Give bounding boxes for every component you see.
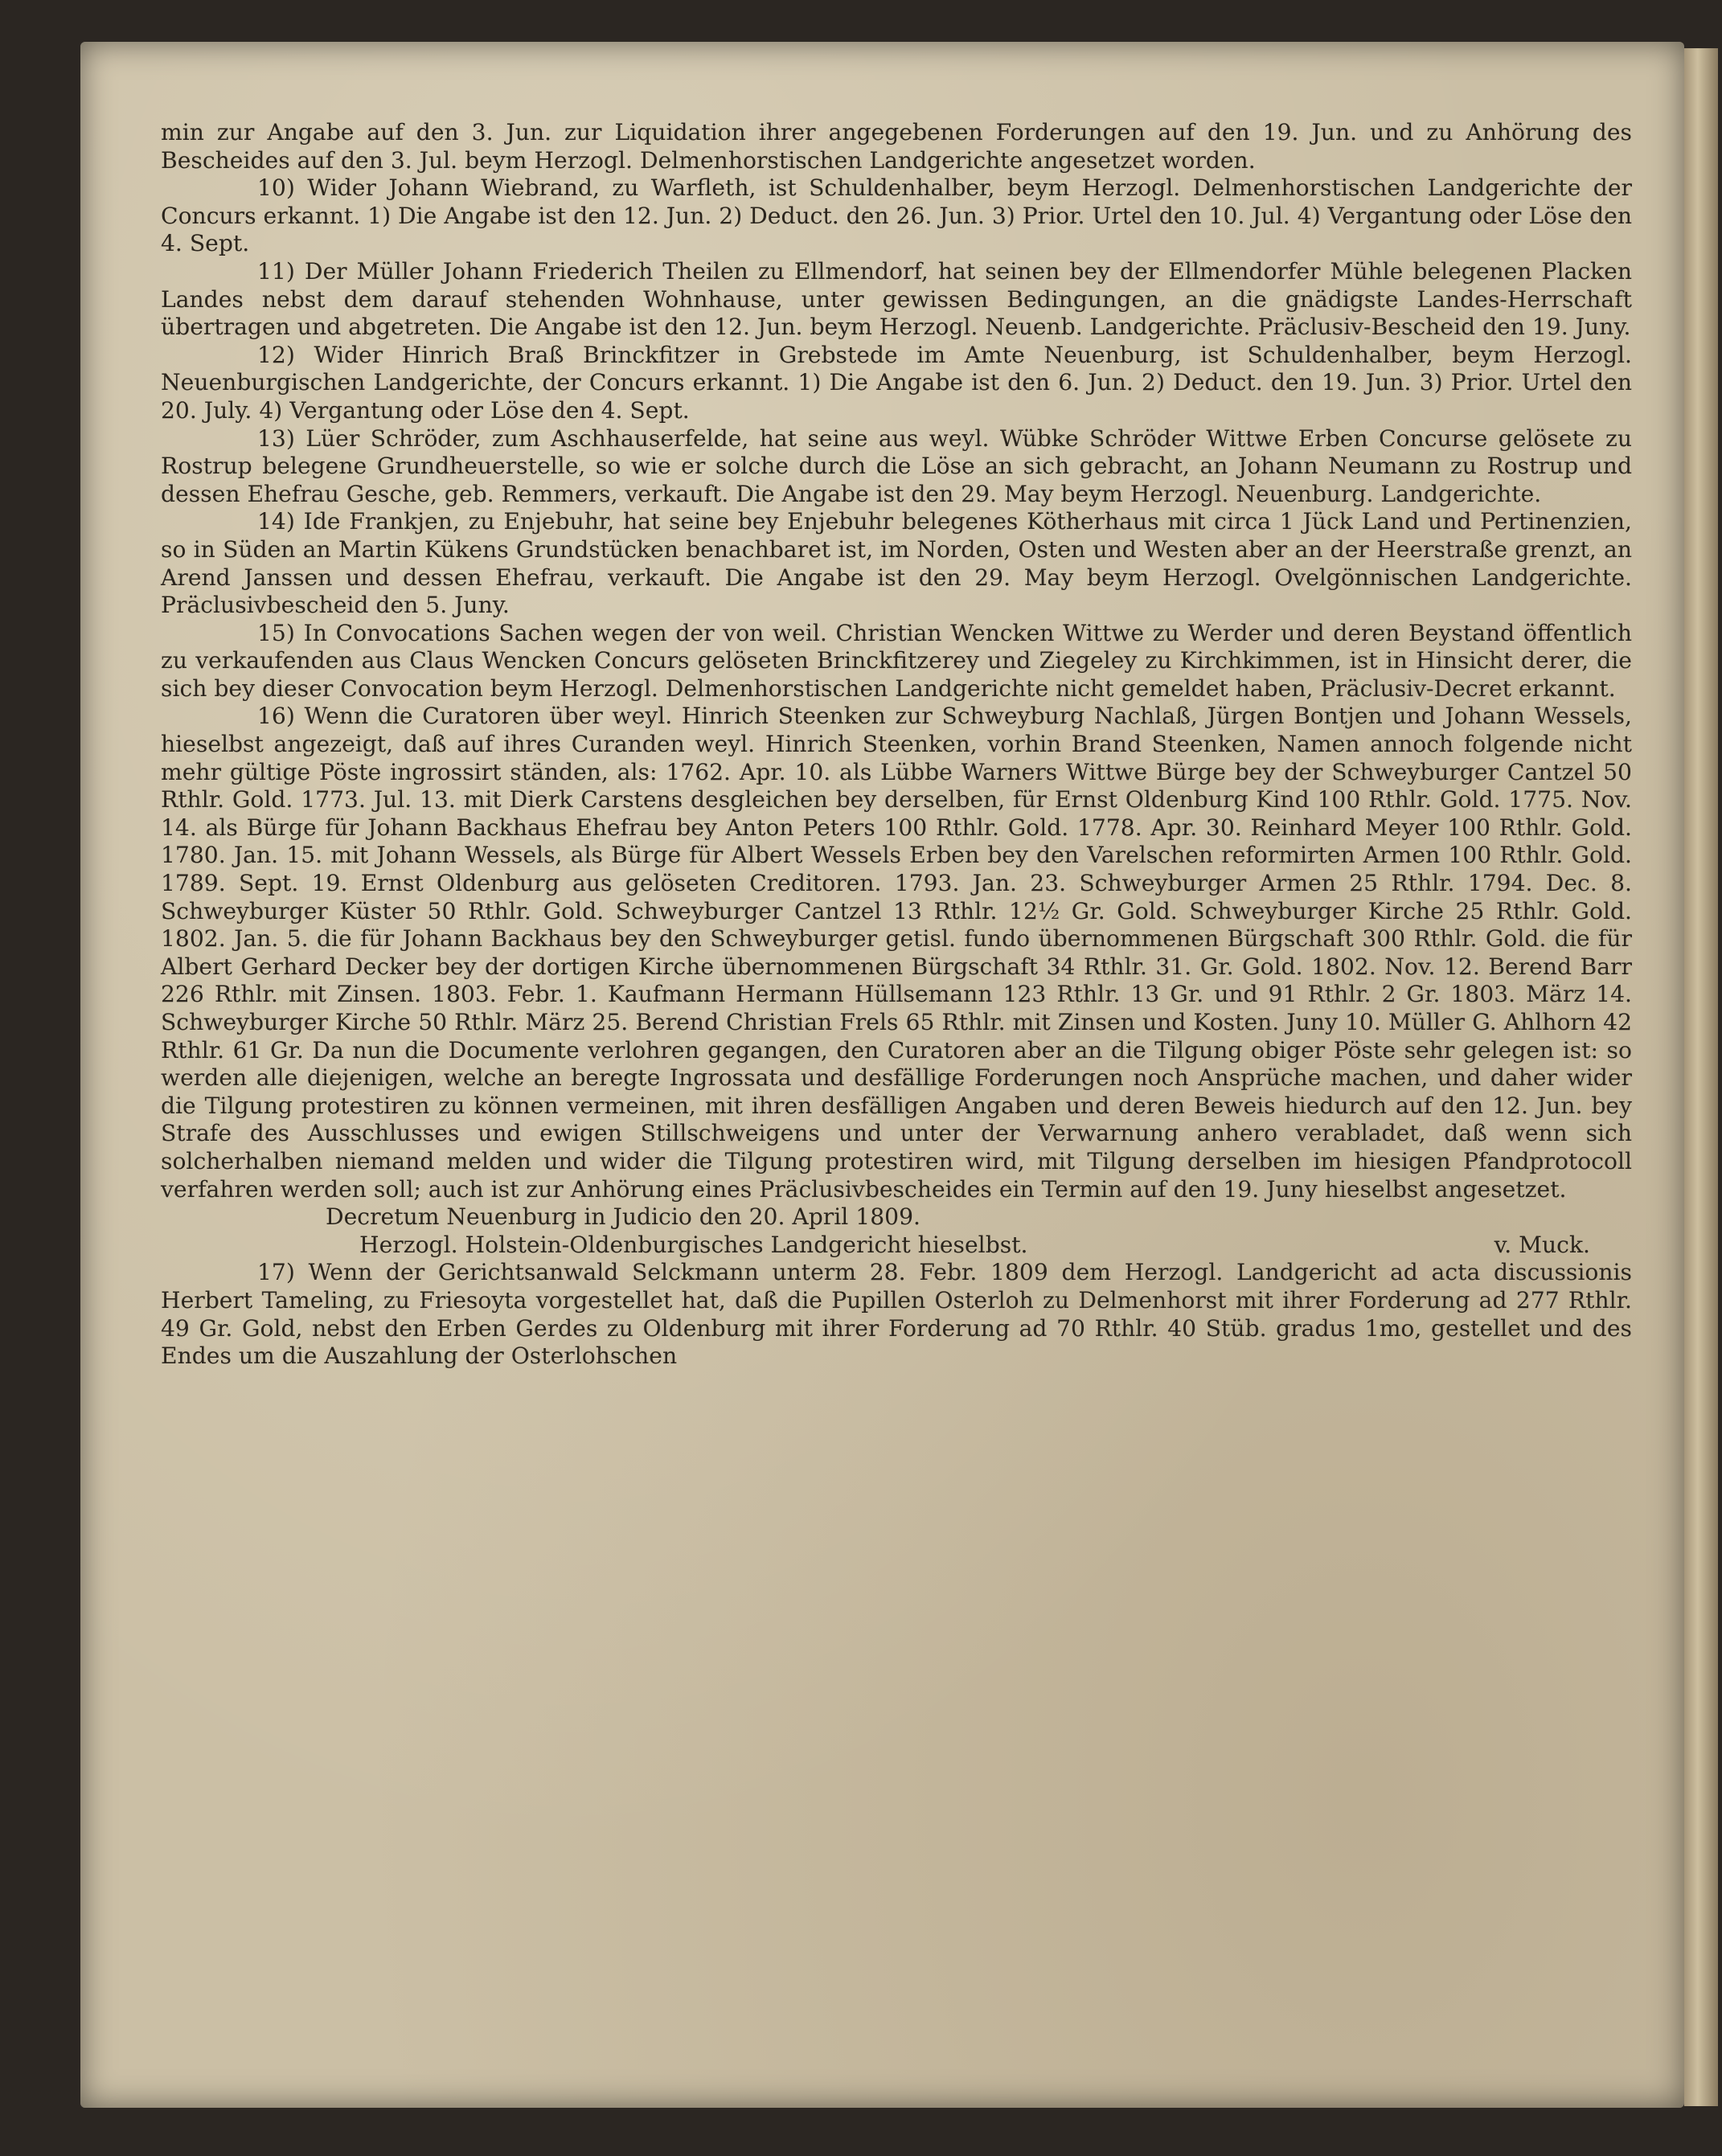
paragraph-13: 13) Lüer Schröder, zum Aschhauserfelde, hat seine aus weyl. Wübke Schröder Wittwe Erben Concurse gelösete zu Rostrup belegene Grundheuerstelle, so wie er solche durch die Löse an sich gebracht, an Johann Neumann zu Rostrup und dessen Ehefrau Gesche, geb. Remmers, verkauft. Die Angabe ist den 29. May beym Herzogl. Neuenburg. Landgerichte. — [161, 424, 1632, 507]
signature: v. Muck. — [1494, 1231, 1590, 1258]
page-edge — [1684, 48, 1718, 2106]
paragraph-16: 16) Wenn die Curatoren über weyl. Hinrich Steenken zur Schweyburg Nachlaß, Jürgen Bontjen und Johann Wessels, hieselbst angezeigt, daß auf ihres Curanden weyl. Hinrich Steenken, vorhin Brand Steenken, Namen annoch folgende nicht mehr gültige Pöste ingrossirt ständen, als: 1762. Apr. 10. als Lübbe Warners Wittwe Bürge bey der Schweyburger Cantzel 50 Rthlr. Gold. 1773. Jul. 13. mit Dierk Carstens desgleichen bey derselben, für Ernst Oldenburg Kind 100 Rthlr. Gold. 1775. Nov. 14. als Bürge für Johann Backhaus Ehefrau bey Anton Peters 100 Rthlr. Gold. 1778. Apr. 30. Reinhard Meyer 100 Rthlr. Gold. 1780. Jan. 15. mit Johann Wessels, als Bürge für Albert Wessels Erben bey den Varelschen reformirten Armen 100 Rthlr. Gold. 1789. Sept. 19. Ernst Oldenburg aus gelöseten Creditoren. 1793. Jan. 23. Schweyburger Armen 25 Rthlr. 1794. Dec. 8. Schweyburger Küster 50 Rthlr. Gold. Schweyburger Cantzel 13 Rthlr. 12½ Gr. Gold. Schweyburger Kirche 25 Rthlr. Gold. 1802. Jan. 5. die für Johann Backhaus bey den Schweyburger getisl. fundo übernommenen Bürgschaft 300 Rthlr. Gold. die für Albert Gerhard Decker bey der dortigen Kirche übernommenen Bürgschaft 34 Rthlr. 31. Gr. Gold. 1802. Nov. 12. Berend Barr 226 Rthlr. mit Zinsen. 1803. Febr. 1. Kaufmann Hermann Hüllsemann 123 Rthlr. 13 Gr. und 91 Rthlr. 2 Gr. 1803. März 14. Schweyburger Kirche 50 Rthlr. März 25. Berend Christian Frels 65 Rthlr. mit Zinsen und Kosten. Juny 10. Müller G. Ahlhorn 42 Rthlr. 61 Gr. Da nun die Documente verlohren gegangen, den Curatoren aber an die Tilgung obiger Pöste sehr gelegen ist: so werden alle diejenigen, welche an beregte Ingrossata und desfällige Forderungen noch Ansprüche machen, und daher wider die Tilgung protestiren zu können vermeinen, mit ihren desfälligen Angaben und deren Beweis hiedurch auf den 12. Jun. bey Strafe des Ausschlusses und ewigen Stillschweigens und unter der Verwarnung anhero verabladet, daß wenn sich solcherhalben niemand melden und wider die Tilgung protestiren wird, mit Tilgung derselben im hiesigen Pfandprotocoll verfahren werden soll; auch ist zur Anhörung eines Präclusivbescheides ein Termin auf den 19. Juny hieselbst angesetzet. — [161, 703, 1632, 1203]
paragraph-10: 10) Wider Johann Wiebrand, zu Warfleth, ist Schuldenhalber, beym Herzogl. Delmenhorstischen Landgerichte der Concurs erkannt. 1) Die Angabe ist den 12. Jun. 2) Deduct. den 26. Jun. 3) Prior. Urtel den 10. Jul. 4) Vergantung oder Löse den 4. Sept. — [161, 174, 1632, 257]
paragraph-11: 11) Der Müller Johann Friederich Theilen zu Ellmendorf, hat seinen bey der Ellmendorfer Mühle belegenen Placken Landes nebst dem darauf stehenden Wohnhause, unter gewissen Bedingungen, an die gnädigste Landes-Herrschaft übertragen und abgetreten. Die Angabe ist den 12. Jun. beym Herzogl. Neuenb. Landgerichte. Präclusiv-Bescheid den 19. Juny. — [161, 257, 1632, 341]
paragraph-continuation: min zur Angabe auf den 3. Jun. zur Liquidation ihrer angegebenen Forderungen auf den 19. Jun. und zu Anhörung des Bescheides auf den 3. Jul. beym Herzogl. Delmenhorstischen Landgerichte angesetzet worden. — [161, 119, 1632, 174]
paragraph-15: 15) In Convocations Sachen wegen der von weil. Christian Wencken Wittwe zu Werder und deren Beystand öffentlich zu verkaufenden aus Claus Wencken Concurs gelöseten Brinckfitzerey und Ziegeley zu Kirchkimmen, ist in Hinsicht derer, die sich bey dieser Convocation beym Herzogl. Delmenhorstischen Landgerichte nicht gemeldet haben, Präclusiv-Decret erkannt. — [161, 619, 1632, 702]
paragraph-14: 14) Ide Frankjen, zu Enjebuhr, hat seine bey Enjebuhr belegenes Kötherhaus mit circa 1 Jück Land und Pertinenzien, so in Süden an Martin Kükens Grundstücken benachbaret ist, im Norden, Osten und Westen aber an der Heerstraße grenzt, an Arend Janssen und dessen Ehefrau, verkauft. Die Angabe ist den 29. May beym Herzogl. Ovelgönnischen Landgerichte. Präclusivbescheid den 5. Juny. — [161, 508, 1632, 619]
document-text — [161, 119, 1632, 1371]
paragraph-17: 17) Wenn der Gerichtsanwald Selckmann unterm 28. Febr. 1809 dem Herzogl. Landgericht ad acta discussionis Herbert Tameling, zu Friesoyta vorgestellet hat, daß die Pupillen Osterloh zu Delmenhorst mit ihrer Forderung ad 277 Rthlr. 49 Gr. Gold, nebst den Erben Gerdes zu Oldenburg mit ihrer Forderung ad 70 Rthlr. 40 Stüb. gradus 1mo, gestellet und des Endes um die Auszahlung der Osterlohschen — [161, 1259, 1632, 1370]
paragraph-12: 12) Wider Hinrich Braß Brinckfitzer in Grebstede im Amte Neuenburg, ist Schuldenhalber, beym Herzogl. Neuenburgischen Landgerichte, der Concurs erkannt. 1) Die Angabe ist den 6. Jun. 2) Deduct. den 19. Jun. 3) Prior. Urtel den 20. July. 4) Vergantung oder Löse den 4. Sept. — [161, 341, 1632, 424]
court-name: Herzogl. Holstein-Oldenburgisches Landgericht hieselbst. — [359, 1231, 1028, 1258]
court-signature-row — [161, 1232, 1632, 1260]
decretum-line: Decretum Neuenburg in Judicio den 20. April 1809. — [326, 1203, 920, 1231]
